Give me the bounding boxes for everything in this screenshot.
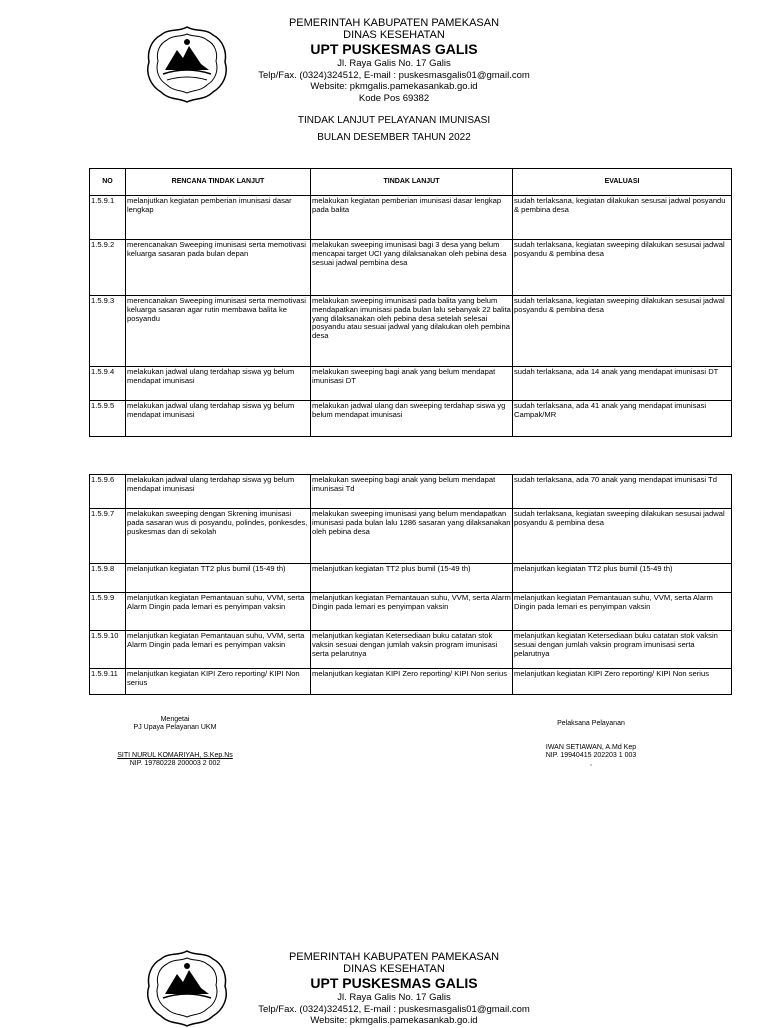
table-row [90, 240, 732, 296]
cell-action: melakukan kegiatan pemberian imunisasi dasar lengkap pada balita [311, 196, 513, 240]
left-label-1: Mengetai [160, 716, 190, 723]
address: Jl. Raya Galis No. 17 Galis [337, 992, 451, 1003]
puskesmas-logo [143, 24, 231, 104]
table-row [90, 509, 732, 564]
office-name: UPT PUSKESMAS GALIS [310, 41, 478, 57]
govt-name: PEMERINTAH KABUPATEN PAMEKASAN [288, 17, 500, 29]
table-row [90, 669, 732, 695]
right-signer-name: IWAN SETIAWAN, A.Md Kep [545, 744, 637, 751]
document-title [240, 112, 548, 146]
cell-evaluation: sudah terlaksana, kegiatan sweeping dilakukan sesusai jadwal posyandu & pembina desa [513, 509, 732, 564]
follow-up-table-1 [89, 168, 732, 437]
cell-evaluation: sudah terlaksana, ada 41 anak yang mendapat imunisasi Campak/MR [513, 401, 732, 437]
signature-right [526, 720, 656, 768]
website: Website: pkmgalis.pamekasankab.go.id [310, 81, 478, 92]
contact: Telp/Fax. (0324)324512, E-mail : puskesmasgalis01@gmail.com [258, 1003, 530, 1015]
cell-plan: melanjutkan kegiatan Pemantauan suhu, VVM, serta Alarm Dingin pada lemari es penyimpan vaksin [126, 593, 311, 631]
cell-plan: merencanakan Sweeping imunisasi serta memotivasi keluarga sasaran agar rutin membawa balita ke posyandu [126, 296, 311, 367]
cell-evaluation: sudah terlaksana, ada 14 anak yang mendapat imunisasi DT [513, 367, 732, 401]
follow-up-table-2 [89, 474, 732, 695]
cell-evaluation: sudah terlaksana, kegiatan sweeping dilakukan sesusai jadwal posyandu & pembina desa [513, 240, 732, 296]
table-header-row [90, 169, 732, 196]
website: Website: pkmgalis.pamekasankab.go.id [310, 1015, 478, 1026]
cell-no: 1.5.9.8 [90, 564, 126, 593]
cell-evaluation: sudah terlaksana, kegiatan dilakukan sesusai jadwal posyandu & pembina desa [513, 196, 732, 240]
cell-plan: melakukan sweeping dengan Skrening imunisasi pada sasaran wus di posyandu, polindes, ponkesdes, puskesmas dan di sekolah [126, 509, 311, 564]
header-evaluation: EVALUASI [513, 169, 732, 196]
cell-no: 1.5.9.11 [90, 669, 126, 695]
cell-action: melanjutkan kegiatan Ketersediaan buku catatan stok vaksin sesuai dengan jumlah vaksin program imunisasi serta pelarutnya [311, 631, 513, 669]
cell-plan: melanjutkan kegiatan TT2 plus bumil (15-49 th) [126, 564, 311, 593]
postal-code: Kode Pos 69382 [358, 92, 430, 104]
cell-no: 1.5.9.3 [90, 296, 126, 367]
cell-plan: melakukan jadwal ulang terdahap siswa yg belum mendapat imunisasi [126, 367, 311, 401]
table-row [90, 475, 732, 509]
table-row [90, 367, 732, 401]
cell-evaluation: melanjutkan kegiatan Ketersediaan buku catatan stok vaksin sesuai dengan jumlah vaksin program imunisasi serta pelarutnya [513, 631, 732, 669]
cell-evaluation: melanjutkan kegiatan Pemantauan suhu, VVM, serta Alarm Dingin pada lemari es penyimpan vaksin [513, 593, 732, 631]
title-line-2: BULAN DESEMBER TAHUN 2022 [317, 132, 471, 143]
cell-plan: melakukan jadwal ulang terdahap siswa yg belum mendapat imunisasi [126, 401, 311, 437]
left-signer-name: SITI NURUL KOMARIYAH, S.Kep.Ns [117, 752, 233, 759]
dept-name: DINAS KESEHATAN [343, 28, 445, 41]
cell-no: 1.5.9.9 [90, 593, 126, 631]
cell-no: 1.5.9.7 [90, 509, 126, 564]
cell-no: 1.5.9.4 [90, 367, 126, 401]
cell-plan: melanjutkan kegiatan KIPI Zero reporting/ KIPI Non serius [126, 669, 311, 695]
right-mark: , [590, 760, 592, 767]
table-row [90, 401, 732, 437]
cell-no: 1.5.9.5 [90, 401, 126, 437]
title-line-1: TINDAK LANJUT PELAYANAN IMUNISASI [297, 115, 491, 126]
table-row [90, 631, 732, 669]
office-name: UPT PUSKESMAS GALIS [310, 975, 478, 991]
signature-left [100, 716, 250, 768]
table-row [90, 296, 732, 367]
cell-plan: melakukan jadwal ulang terdahap siswa yg belum mendapat imunisasi [126, 475, 311, 509]
cell-action: melakukan jadwal ulang dan sweeping terdahap siswa yg belum mendapat imunisasi [311, 401, 513, 437]
table-row [90, 564, 732, 593]
cell-action: melakukan sweeping imunisasi yang belum mendapatkan imunisasi pada bulan lalu 1286 sasaran yang dilaksanakan oleh pebina desa [311, 509, 513, 564]
address: Jl. Raya Galis No. 17 Galis [337, 58, 451, 69]
table-row [90, 196, 732, 240]
contact: Telp/Fax. (0324)324512, E-mail : puskesmasgalis01@gmail.com [258, 69, 530, 81]
cell-no: 1.5.9.2 [90, 240, 126, 296]
letterhead-2 [240, 952, 548, 1027]
cell-action: melakukan sweeping imunisasi bagi 3 desa yang belum mencapai target UCI yang dilaksanakan oleh pebina desa sesuai jadwal pembina desa [311, 240, 513, 296]
govt-name: PEMERINTAH KABUPATEN PAMEKASAN [288, 951, 500, 963]
left-signer-nip: NIP. 19780228 200003 2 002 [129, 760, 221, 767]
header-action: TINDAK LANJUT [311, 169, 513, 196]
cell-evaluation: sudah terlaksana, kegiatan sweeping dilakukan sesusai jadwal posyandu & pembina desa [513, 296, 732, 367]
cell-action: melakukan sweeping bagi anak yang belum mendapat imunisasi DT [311, 367, 513, 401]
cell-plan: melanjutkan kegiatan Pemantauan suhu, VVM, serta Alarm Dingin pada lemari es penyimpan vaksin [126, 631, 311, 669]
cell-plan: melanjutkan kegiatan pemberian imunisasi dasar lengkap [126, 196, 311, 240]
header-no: NO [90, 169, 126, 196]
cell-evaluation: sudah terlaksana, ada 70 anak yang mendapat imunisasi Td [513, 475, 732, 509]
cell-plan: merencanakan Sweeping imunisasi serta memotivasi keluarga sasaran pada bulan depan [126, 240, 311, 296]
cell-no: 1.5.9.1 [90, 196, 126, 240]
table-row [90, 593, 732, 631]
dept-name: DINAS KESEHATAN [343, 962, 445, 975]
cell-action: melakukan sweeping imunisasi pada balita yang belum mendapatkan imunisasi pada bulan lalu sebanyak 22 balita yang dilaksanakan oleh pebina desa setelah selesai posyandu atau sesuai jadwal yang dilakukan oleh pembina desa [311, 296, 513, 367]
cell-no: 1.5.9.10 [90, 631, 126, 669]
cell-evaluation: melanjutkan kegiatan TT2 plus bumil (15-49 th) [513, 564, 732, 593]
right-label: Pelaksana Pelayanan [557, 720, 625, 727]
left-label-2: PJ Upaya Pelayanan UKM [133, 724, 217, 731]
cell-action: melanjutkan kegiatan Pemantauan suhu, VVM, serta Alarm Dingin pada lemari es penyimpan vaksin [311, 593, 513, 631]
cell-action: melanjutkan kegiatan TT2 plus bumil (15-49 th) [311, 564, 513, 593]
cell-action: melanjutkan kegiatan KIPI Zero reporting/ KIPI Non serius [311, 669, 513, 695]
right-signer-nip: NIP. 19940415 202203 1 003 [545, 752, 637, 759]
cell-no: 1.5.9.6 [90, 475, 126, 509]
puskesmas-logo-2 [143, 948, 231, 1028]
cell-evaluation: melanjutkan kegiatan KIPI Zero reporting/ KIPI Non serius [513, 669, 732, 695]
cell-action: melakukan sweeping bagi anak yang belum mendapat imunisasi Td [311, 475, 513, 509]
header-plan: RENCANA TINDAK LANJUT [126, 169, 311, 196]
letterhead [240, 18, 548, 104]
